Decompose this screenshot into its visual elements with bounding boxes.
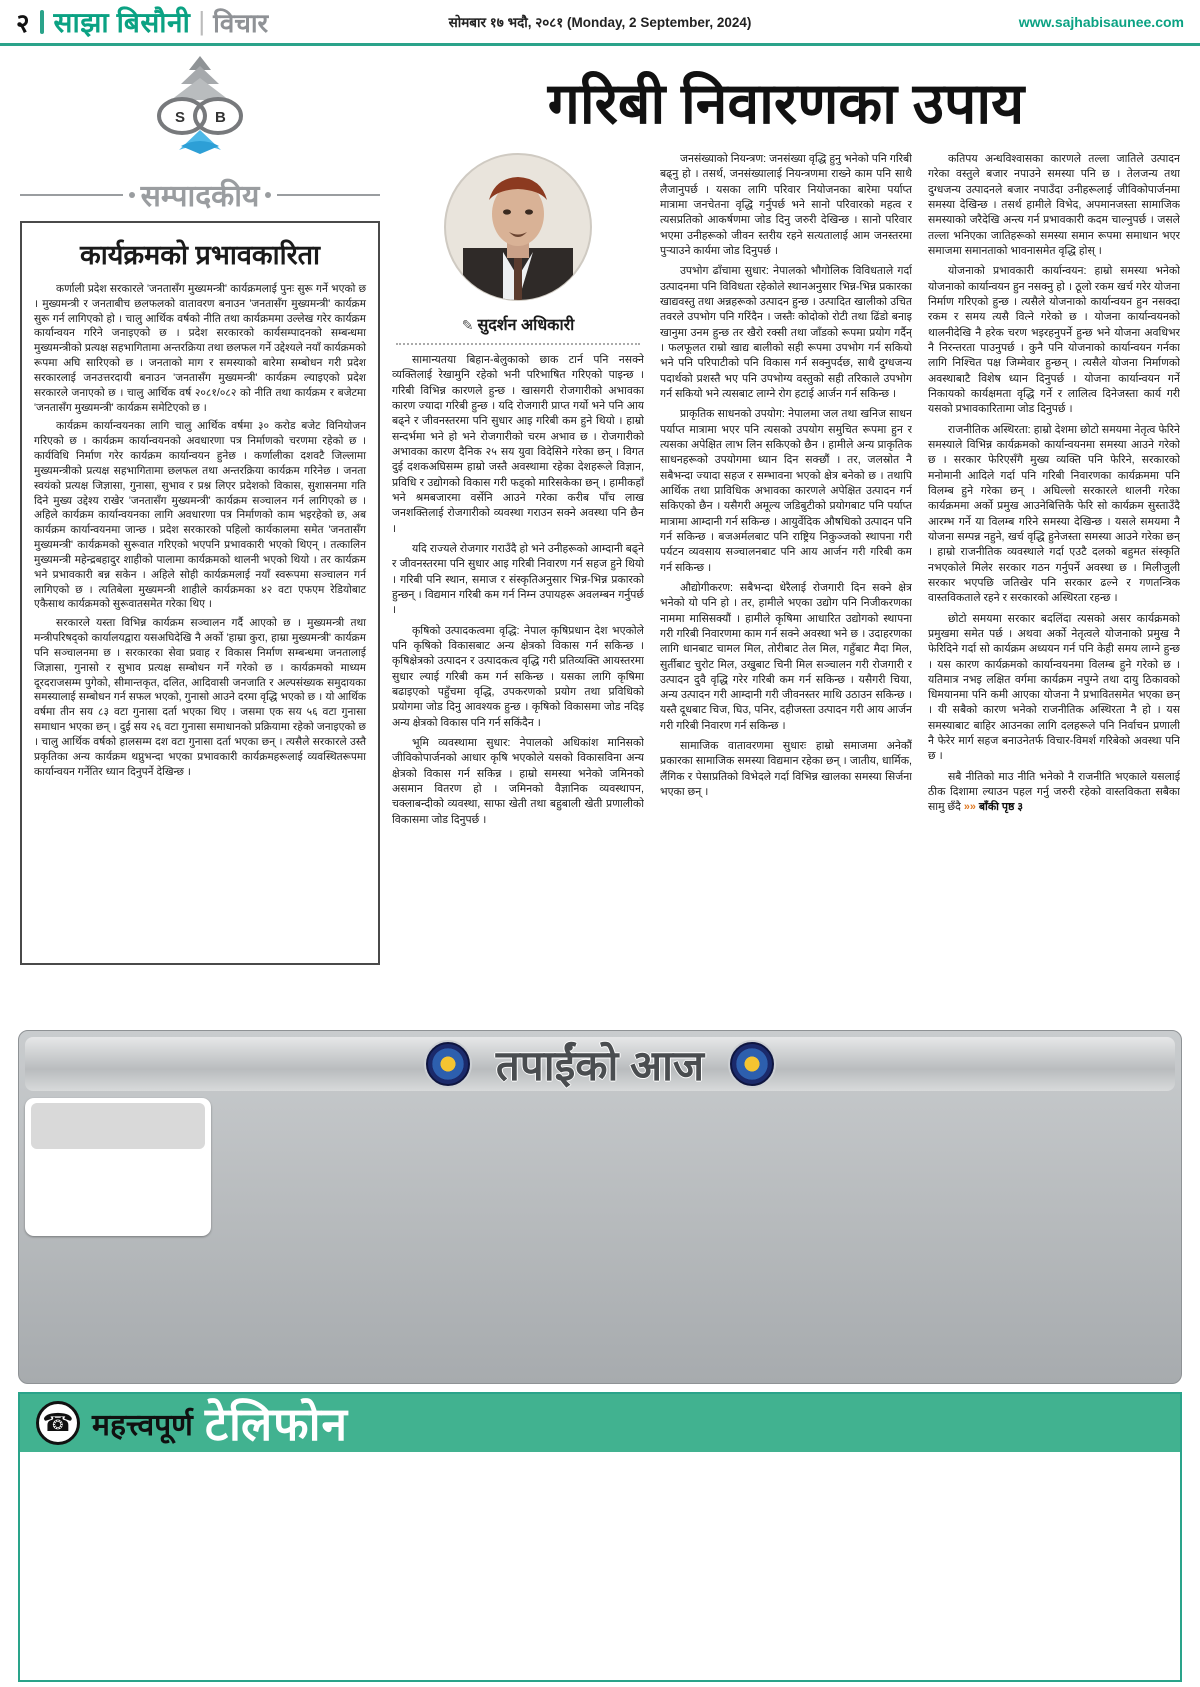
article-paragraph: राजनीतिक अस्थिरता: हाम्रो देशमा छोटो समयमा नेतृत्व फेरिने समस्याले विभिन्न कार्यक्रमको कार्यान्वयनमा समस्या आउने गरेको छ । सरकार फेरिएसँगै मुख्य व्यक्ति पनि फेरिने, सरकारको मनोमानी आदिले गर्दा पनि गरिबी निवारणका कार्यक्रममा पनि विलम्ब हुने गरेका छन् । अघिल्लो सरकारले थालनी गरेका कार्यक्रममा अर्को प्रमुख आउनेबित्तिकै फेरि सो कार्यक्रम सुस्ताउँदै आरम्भ गर्ने या विलम्ब गरिने समस्या देखिन्छ । यसले समयमा नै योजना सम्पन्न नहुने, खर्च वृद्धि हुनेजस्ता समस्या आउने गरेका छन् । हाम्रो राजनीतिक व्यवस्थाले गर्दा एउटै दलको बहुमत संस्कृति नभएकोले मिलेर सरकार गठन गर्नुपर्ने अवस्था छ । मिलीजुली सरकार भएपछि जतिखेर पनि सरकार ढल्ने र गणतन्त्रिक वास्तविकताले रहने र सरकारको अस्थिरता रहन्छ ।	[928, 423, 1180, 605]
pen-icon: ✎	[461, 317, 474, 333]
editorial-kicker	[20, 174, 380, 215]
article-paragraph: कतिपय अन्धविश्वासका कारणले तल्ला जातिले उत्पादन गरेका वस्तुले बजार नपाउने समस्या पनि छ । तेलजन्य तथा दुग्धजन्य उत्पादनले बजार नपाउँदा उनीहरूलाई जीविकोपार्जनमा समस्या देखिन्छ । तसर्थ हामीले विभेद, अपमानजस्ता सामाजिक समस्याको जरैदेखि अन्त्य गर्न प्रभावकारी कदम चाल्नुपर्छ । जसले तल्ला भनिएका जातिहरूको समस्या समान रूपमा समाधान भएर समाजमा समानताको भावनासमेत वृद्धि होस् ।	[928, 153, 1180, 257]
page-number: २	[16, 7, 30, 38]
article-paragraph: भूमि व्यवस्थामा सुधार: नेपालको अधिकांश मानिसको जीविकोपार्जनको आधार कृषि भएकोले यसको विकासविना अन्य क्षेत्रको विकास गर्न सकिन्न । हाम्रो समस्या भनेको जमिनको असमान वितरण हो । जमिनको वैज्ञानिक व्यवस्थापन, चक्लाबन्दीको व्यवस्था, साफा खेती तथा बहुबाली खेती प्रणालीको विकासमा जोड दिनुपर्छ ।	[392, 736, 644, 826]
svg-text:S: S	[175, 109, 186, 126]
masthead-separator: |	[198, 6, 206, 36]
horoscope-banner	[25, 1037, 1175, 1091]
article-paragraph: यदि राज्यले रोजगार गराउँदै हो भने उनीहरूको आम्दानी बढ्ने र जीवनस्तरमा पनि सुधार आइ गरिबी निवारण गर्न सहज हुने थियो । गरिबी पनि स्थान, समाज र संस्कृतिअनुसार भिन्न-भिन्न प्रकारको हुन्छन् । विद्यमान गरिबी कम गर्न निम्न उपायहरू अवलम्बन गर्नुपर्छ ।	[392, 542, 644, 617]
article-paragraph: सबै नीतिको माउ नीति भनेको नै राजनीति भएकाले यसलाई ठीक दिशामा ल्याउन पहल गर्नु जरुरी रहेको वास्तविकता सबैका सामु छँदै »» बाँकी पृष्ठ ३	[928, 770, 1180, 814]
continuation-text: बाँकी पृष्ठ ३	[978, 801, 1024, 814]
continued-on-page-note	[961, 801, 1023, 813]
editorial-box	[20, 221, 380, 965]
article-paragraph: उपभोग ढाँचामा सुधार: नेपालको भौगोलिक विविधताले गर्दा उत्पादनमा पनि विविधता रहेकोले स्थानअनुसार भिन्न-भिन्न प्रकारका खाद्यवस्तु तथा अन्नहरूको उत्पादन हुन्छ । उत्पादित खालीको उचित तवरले उपभोग पनि गरिंदैन । जस्तैः कोदोको रोटी तथा ढिंडो बनाइ खानुमा उनम हुन्छ तर खैरो रक्सी तथा जाँडको रूपमा प्रयोग गर्दैन् । फलफूलत राम्रो खाद्य बालीको सही रूपमा उपभोग गर्न सकियो भने पनि परिपाटीको पनि विकास गर्न सक्नुपर्दछ, साथै दुग्धजन्य पदार्थको प्रशस्तै भए पनि उपभोग्य वस्तुको सही तरिकाले उपभोग गर्न सकियो भने त्यसबाट लाग्ने रोग हटाई आर्जन गर्न सकिन्छ ।	[660, 265, 912, 400]
editorial-column	[20, 54, 380, 965]
svg-text:B: B	[215, 109, 226, 126]
kicker-line-right	[277, 194, 380, 196]
article-paragraph: कृषिको उत्पादकत्वमा वृद्धि: नेपाल कृषिप्रधान देश भएकोले पनि कृषिको विकासबाट अन्य क्षेत्रको विकास गर्न सकिन्छ । कृषिक्षेत्रको उत्पादन र उत्पादकत्व वृद्धि गरी प्रतिव्यक्ति आयस्तरमा सुधार ल्याई गरिबी कम गर्न सकिन्छ । यसका लागि कृषिमा बढाइएको पहुँचमा वृद्धि, उपकरणको प्रयोग तथा प्रविधिको प्रयोगमा जोड दिनु आवश्यक हुन्छ । कृषिको विकासमा जोड नदिइ अन्य क्षेत्रको विकास पनि गर्न सकिंदैन ।	[392, 624, 644, 729]
horoscope-grid	[25, 1098, 1175, 1381]
editorial-paragraph: सरकारले यस्ता विभिन्न कार्यक्रम सञ्चालन गर्दै आएको छ । मुख्यमन्त्री तथा मन्त्रीपरिषद्को कार्यालयद्वारा यसअघिदेखि नै अर्को 'हाम्रा कुरा, हाम्रा मुख्यमन्त्री' कार्यक्रम पनि सञ्चालनमा छ । सरकारका सेवा प्रवाह र विकास निर्माण सम्बन्धमा जनतालाई जिज्ञासा, गुनासो र सुभाव प्रत्यक्ष सम्बोधन गर्ने गरेको छ । कार्यक्रमको माध्यम दूरदराजसम्म पुगेको, सीमान्तकृत, दलित, आदिवासी जनजाति र अल्पसंख्यक समुदायका समस्यालाई सम्बोधन गर्न सफल भएको, गुनासो आउने दरमा वृद्धि भएको छ । यो आर्थिक वर्षमा तीन सय ८३ वटा गुनासा दर्ता भएका थिए । जसमा एक सय ५६ वटा गुनासा समाधान भएका छन् । दुई सय २६ वटा गुनासा समाधानको प्रक्रियामा रहेको जनाइएको छ । चालु आर्थिक वर्षको हालसम्म दश वटा गुनासा दर्ता भएका छन् । त्यसैले सरकारले उस्तै प्रकृतिका अन्य कार्यक्रम थप्नुभन्दा भएका प्रभावकारी कार्यक्रमहरूलाई व्यवस्थितरूपमा कार्यान्वयन गर्नेतिर ध्यान दिनुपर्ने देखिन्छ ।	[34, 617, 366, 778]
article-paragraph: छोटो समयमा सरकार बदलिंदा त्यसको असर कार्यक्रमको प्रमुखमा समेत पर्छ । अथवा अर्को नेतृत्वले योजनाको प्रमुख नै फेरिदिने गर्दा सो कार्यक्रम अध्ययन गर्न पनि केही समय लाग्ने हुन्छ । यस कारण कार्यक्रमको कार्यान्वयनमा विलम्ब हुने गरेको छ । यतिमात्र नभइ लक्षित वर्गमा कार्यक्रम नपुग्ने तथा दायु ठिकावको धिमयानमा पनि कमी आएका योजना नै प्रभावितसमेत भएका छन् । यी सबैको कारण भनेको राजनीतिक अस्थिरता नै हो । यस समस्याबाट बाहिर आउनका लागि दलहरूले पनि निर्वाचन प्रणाली नै फेरेर मार्ग सहज बनाउनेतर्फ विचार-विमर्श गरिबेको अवस्था पनि छ ।	[928, 612, 1180, 763]
continuation-arrows-icon: »»	[963, 801, 976, 814]
issue-date: सोमबार १७ भदौ, २०८१ (Monday, 2 September, 2024)	[448, 14, 752, 30]
kicker-line-left	[20, 194, 123, 196]
telephone-banner	[20, 1394, 1180, 1452]
author-photo	[443, 152, 593, 302]
editorial-kicker-label: सम्पादकीय	[140, 180, 260, 213]
telephone-icon: ☎	[36, 1401, 80, 1445]
editorial-title: कार्यक्रमको प्रभावकारिता	[80, 240, 320, 270]
zodiac-wheel-icon	[426, 1042, 470, 1086]
editorial-body	[34, 282, 366, 779]
telephone-columns	[20, 1452, 1180, 1466]
page-header	[0, 0, 1200, 46]
article-paragraph: सामाजिक वातावरणमा सुधारः हाम्रो समाजमा अनेकौं प्रकारका सामाजिक समस्या विद्यमान रहेका छन् । जातीय, धार्मिक, लैंगिक र पेसाप्रतिको विभेदले गर्दा विभिन्न खालका समस्या सिर्जना भएका छन् ।	[660, 740, 912, 799]
article-paragraph: औद्योगीकरण: सबैभन्दा धेरैलाई रोजगारी दिन सक्ने क्षेत्र भनेको यो पनि हो । तर, हामीले भएका उद्योग पनि निजीकरणका नाममा मासिसक्यौं । हामीले कृषिमा आधारित उद्योगको स्थापना गरी गरिबी निवारणमा काम गर्न सक्ने अवस्था भने छ । उदाहरणका लागि धानबाट चामल मिल, तोरीबाट तेल मिल, गहुँबाट मैदा मिल, सुर्तीबाट चुरोट मिल, उखुबाट चिनी मिल सञ्चालन गरी रोजगारी र उत्पादन दुवै वृद्धि गरेर गरिबी कम गर्न सकिन्छ । यसैगरी चिया, अन्य उत्पादन गरी आम्दानी गरी जीवनस्तर माथि उठाउन सकिन्छ । यस्तै दूधबाट चिज, घिउ, पनिर, दहीजस्ता उत्पादन गरी आय आर्जन गरी गरिबी निवारण गर्न सकिन्छ ।	[660, 581, 912, 732]
telephone-section	[18, 1392, 1182, 1682]
sajha-bisaunee-logo	[141, 54, 259, 166]
article-body	[392, 152, 1180, 952]
horoscope-title: तपाईंको आज	[495, 1041, 705, 1089]
article-column-2	[660, 152, 912, 952]
telephone-title-white: टेलिफोन	[204, 1398, 349, 1450]
zodiac-card-header	[31, 1103, 205, 1149]
editorial-paragraph: कर्णाली प्रदेश सरकारले 'जनतासँग मुख्यमन्त्री' कार्यक्रमलाई पुनः सुरू गर्ने भएको छ । मुख्यमन्त्री र जनताबीच छलफलको वातावरण बनाउन 'जनतासँग मुख्यमन्त्री' कार्यक्रम सुरू गर्न लागिएको हो । चालु आर्थिक वर्षको नीति तथा कार्यक्रममा उल्लेख गरेर कार्यक्रम कार्यान्वयन गरिने जनाइएको छ । प्रदेश सरकारको कार्यसम्पादनको सम्बन्धमा मुख्यमन्त्रीको प्रत्यक्ष सहभागितामा अन्तरक्रिया तथा छलफल गर्ने उद्देश्यले नयाँ कार्यक्रमको रूपमा अघि सारिएको छ । जनताको माग र समस्याको बारेमा सम्बोधन गरी प्रदेश सरकारलाई जनउत्तरदायी बनाउन 'जनतासँग मुख्यमन्त्री' कार्यक्रम ल्याइएको प्रदेश सरकारले जनाएको छ । चालु आर्थिक वर्ष २०८१/०८२ को नीति तथा कार्यक्रम र बजेटमा 'जनतासँग मुख्यमन्त्री' कार्यक्रम समेटिएको छ ।	[34, 283, 366, 414]
website-url: www.sajhabisaunee.com	[1018, 13, 1184, 30]
author-photo-block	[392, 152, 644, 345]
masthead-title: साझा बिसौनी	[53, 7, 191, 39]
horoscope-section	[18, 1030, 1182, 1384]
telephone-title-black: महत्त्वपूर्ण	[92, 1408, 193, 1442]
kicker-dot-left	[129, 192, 135, 198]
author-name: सुदर्शन अधिकारी	[477, 317, 575, 334]
article-column-1	[392, 152, 644, 952]
author-name-line	[392, 313, 644, 335]
article-column-3	[928, 152, 1180, 952]
header-divider	[40, 10, 44, 34]
kicker-dot-right	[265, 192, 271, 198]
author-divider	[396, 343, 640, 345]
article-paragraph: सामान्यतया बिहान-बेलुकाको छाक टार्न पनि नसक्ने व्यक्तिलाई रेखामुनि रहेको भनी परिभाषित गरिएको पाइन्छ । गरिबी विभिन्न कारणले हुन्छ । खासगरी रोजगारीको अभावका कारण ज्यादा गरिबी हुन्छ । यदि रोजगारी प्राप्त गर्यो भने पनि आय बढ्ने र जीवनस्तरमा पनि सुधार आइ गरिबी कम हुने थियो । हाम्रो सन्दर्भमा भने हो भने रोजगारीको चरम अभाव छ । रोजगारीको अभावका कारण दैनिक २५ सय युवा विदेसिने गरेका छन् । विगत दुई दशकअघिसम्म हाम्रो जस्तै अवस्थामा रहेका देशहरूले विज्ञान, प्रविधि र उद्योगको विकास गरी फड्को मारिसकेका छन् । हामीकहाँ भने श्रमबजारमा वर्सेनि आउने गरेका करीब पाँच लाख जनशक्तिलाई रोजगारीको व्यवस्था गराउन सक्ने अवस्था पनि छैन ।	[392, 354, 644, 535]
main-headline: गरिबी निवारणका उपाय	[547, 72, 1025, 136]
section-name: विचार	[213, 8, 269, 38]
article-paragraph: प्राकृतिक साधनको उपयोग: नेपालमा जल तथा खनिज साधन पर्याप्त मात्रामा भएर पनि त्यसको उपयोग समुचित रूपमा हुन र त्यसका अपेक्षित लाभ लिन सकिएको छैन । हामीले अन्य प्राकृतिक साधनहरूको उपयोगमा ध्यान दिन सक्छौं । तर, जलस्रोत नै सबैभन्दा ज्यादा सहज र सम्भावना भएको क्षेत्र बनेको छ । तथापि आर्थिक तथा प्राविधिक अभावका कारणले अपेक्षित उत्पादन गर्न सकिएको छैन । यसैगरी अमूल्य जडिबुटीको प्रयोगबाट पनि पर्याप्त मात्रामा आम्दानी गर्न सकिन्छ । आयुर्वेदिक औषधिको उत्पादन पनि गर्न सकिन्छ । बजअर्मलबाट पनि राष्ट्रिय निकुञ्जको स्थापना गरी पर्यटन व्यवसाय सञ्चालनबाट पनि आय आर्जन गरी गरिबी कम गर्न सकिन्छ ।	[660, 408, 912, 574]
article-paragraph: जनसंख्याको नियन्त्रण: जनसंख्या वृद्धि हुनु भनेको पनि गरिबी बढ्नु हो । तसर्थ, जनसंख्यालाई नियन्त्रणमा राख्ने काम पनि साथै लैजानुपर्छ । यसका लागि परिवार नियोजनका बारेमा पर्याप्त मात्रामा जनचेतना वृद्धि गर्नुपर्छ भने सानो परिवारको महत्व र त्यसप्रतिको आकर्षणमा जोड दिनु जरुरी देखिन्छ । सानो परिवार भएमा उनीहरूको जीवन स्तरीय रहने सत्यतालाई आम जनस्तरमा पुऱ्याउने कार्यमा जोड दिनुपर्छ ।	[660, 153, 912, 257]
zodiac-card	[25, 1098, 211, 1236]
zodiac-wheel-icon	[730, 1042, 774, 1086]
editorial-paragraph: कार्यक्रम कार्यान्वयनका लागि चालु आर्थिक वर्षमा ३० करोड बजेट विनियोजन गरिएको छ । कार्यक्रम कार्यान्वयनको अवधारणा पत्र निर्माणको चरणमा रहेको छ । कार्यविधि निर्माण गरेर कार्यक्रम कार्यान्वयन हुनेछ । कर्णालीका दशवटै जिल्लामा मुख्यमन्त्रीको प्रत्यक्ष सहभागितामा छलफल तथा अन्तरक्रिया कार्यक्रम गरिनेछ । जनता स्वयंको प्रत्यक्ष जिज्ञासा, गुनासा, सुभाव र प्रश्न लिएर प्रदेशको विकास, सुशासनमा गति दिने मुख्य उद्देश्य राखेर 'जनतासँग मुख्यमन्त्री' कार्यक्रम सञ्चालन गर्न लागिएको छ । अहिले कार्यक्रम कार्यान्वयनका लागि अवधारणा पत्र निर्माणको काम भइरहेको छ, अब कार्यक्रम कार्यान्वयनमा जान्छ । प्रदेश सरकारको पहिलो कार्यकालमा समेत 'जनतासँग मुख्यमन्त्री' कार्यक्रमको सुरूवात गरिएको भएपनि प्रभावकारी भएको थिएन् । तत्कालिन मुख्यमन्त्री महेन्द्रबहादुर शाहीको पालामा कार्यक्रमको थालनी भएको थियो । तर कार्यक्रम भने प्रभावकारी बन्न सकेन । अहिले सोही कार्यक्रमलाई नयाँ स्वरूपमा सञ्चालन गर्न लागिएको छ । त्यतिबेला मुख्यमन्त्री शाहीले कार्यक्रमका ४२ वटा एफएम रेडियोबाट एकैसाथ कार्यक्रमको सुरूवातसमेत गरेका थिए ।	[34, 420, 366, 611]
article-paragraph: योजनाको प्रभावकारी कार्यान्वयन: हाम्रो समस्या भनेको योजनाको कार्यान्वयन हुन नसक्नु हो । ठूलो रकम खर्च गरेर योजना निर्माण गरिएको हुन्छ । त्यसैले योजनाको कार्यान्वयन हुन नसक्दा रकम र समय त्यसै वित्ने गरेको छ । योजना कार्यान्वयनको थालनीदेखि नै हरेक चरण भइरहनुपर्ने हुन्छ भने योजना अवधिभर नै निरन्तरता पाउनुपर्छ । कुनै पनि योजनाको कार्यान्वयन गर्नका लागि निश्चित पक्ष जिम्मेवार हुन्छन् । त्यसैले योजना निर्माणको अवस्थाबाटै विशेष ध्यान दिनुपर्छ । योजना कार्यान्वयन गर्ने निकायको कार्यक्षमता वृद्धि गर्ने र लालित्व दिनेजस्ता कार्य गरी यसको प्रभावकारितामा जोड दिनुपर्छ ।	[928, 265, 1180, 416]
